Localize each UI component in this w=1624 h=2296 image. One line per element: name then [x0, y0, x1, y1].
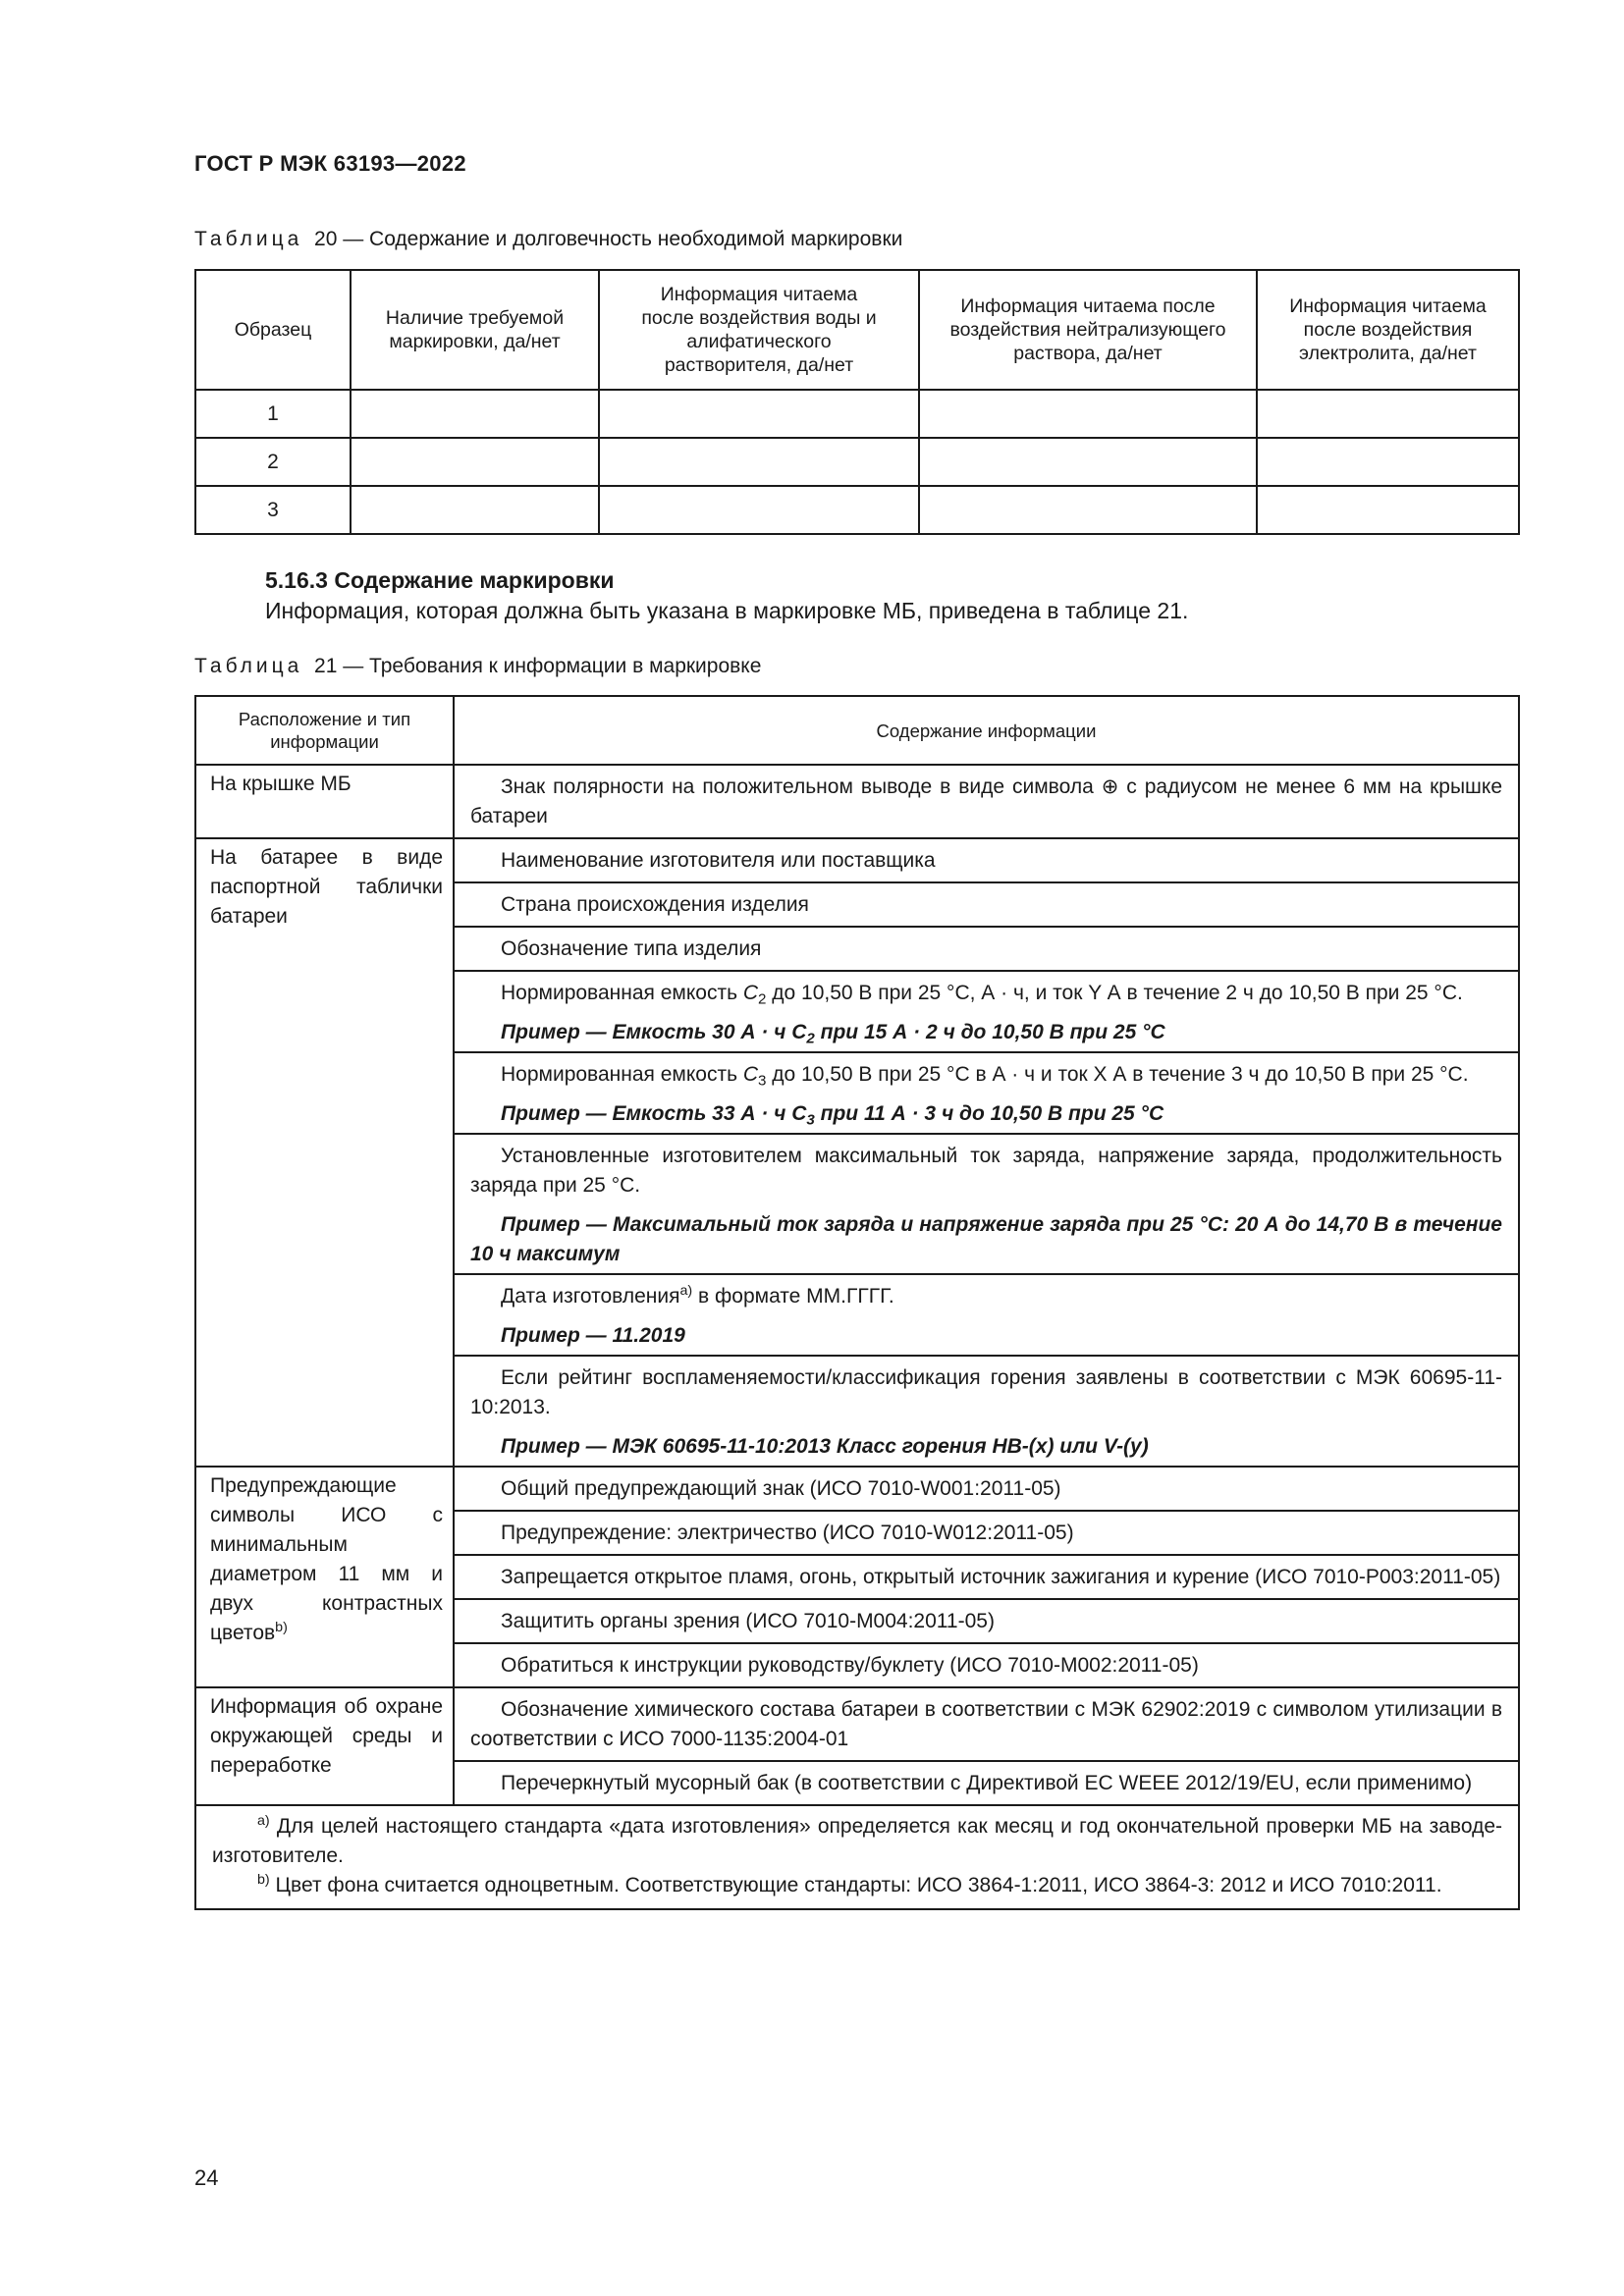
content-cell — [454, 971, 1519, 1014]
content-cell — [454, 882, 1519, 927]
footnote-text: Цвет фона считается одноцветным. Соответствующие стандарты: ИСО 3864-1:2011, ИСО 3864-3: 2012 и ИСО 7010:2011. — [269, 1874, 1442, 1896]
example-text: при 11 А · 3 ч до 10,50 В при 25 °С — [814, 1102, 1164, 1125]
table-row — [195, 486, 1519, 534]
content-cell — [454, 1356, 1519, 1428]
footnotes-row — [195, 1805, 1519, 1909]
content-cell — [454, 1761, 1519, 1805]
location-warning-symbols — [195, 1467, 454, 1687]
content-text: Наименование изготовителя или поставщика — [501, 849, 936, 872]
table-21 — [194, 695, 1520, 1910]
caption-text: 21 — Требования к информации в маркировке — [314, 655, 762, 677]
example-text: Пример — 11.2019 — [501, 1324, 685, 1347]
content-text: Знак полярности на положительном выводе в виде символа ⊕ с радиусом не менее 6 мм на крышке батареи — [470, 775, 1502, 828]
subscript: 3 — [806, 1111, 815, 1129]
table-header-row — [195, 270, 1519, 390]
footnote-mark: b) — [257, 1872, 270, 1889]
table-cell — [599, 438, 919, 486]
content-cell — [454, 1274, 1519, 1317]
sample-number: 2 — [195, 438, 351, 486]
content-text: в формате ММ.ГГГГ. — [692, 1285, 894, 1308]
content-text: Дата изготовления — [501, 1285, 680, 1308]
content-cell — [454, 765, 1519, 838]
table-cell — [1257, 438, 1519, 486]
example-cell — [454, 1206, 1519, 1274]
content-cell — [454, 1599, 1519, 1643]
example-cell — [454, 1428, 1519, 1467]
content-text: Нормированная емкость — [501, 982, 743, 1004]
content-cell — [454, 838, 1519, 882]
subscript: 2 — [806, 1030, 815, 1047]
table-20-caption — [194, 228, 902, 251]
content-text: Предупреждение: электричество (ИСО 7010-W012:2011-05) — [501, 1522, 1074, 1544]
table-cell — [599, 486, 919, 534]
content-text: до 10,50 В при 25 °С в А · ч и ток Х А в течение 3 ч до 10,50 В при 25 °С. — [766, 1063, 1469, 1086]
table-row — [195, 390, 1519, 438]
content-text: Общий предупреждающий знак (ИСО 7010-W001:2011-05) — [501, 1477, 1061, 1500]
content-text: Перечеркнутый мусорный бак (в соответствии с Директивой ЕС WEEE 2012/19/EU, если применимо) — [501, 1772, 1473, 1794]
content-text: Обратиться к инструкции руководству/буклету (ИСО 7010-М002:2011-05) — [501, 1654, 1199, 1677]
section-title: 5.16.3 Содержание маркировки — [265, 567, 615, 593]
symbol: C — [742, 982, 759, 1004]
content-cell — [454, 1687, 1519, 1761]
caption-label: Таблица — [194, 228, 303, 250]
column-header-marking-present: Наличие требуемой маркировки, да/нет — [351, 270, 599, 390]
example-cell — [454, 1095, 1519, 1134]
content-cell — [454, 1134, 1519, 1206]
content-cell — [454, 927, 1519, 971]
location-nameplate: На батарее в виде паспортной таблички батареи — [195, 838, 454, 1467]
footnote-b — [212, 1871, 1502, 1900]
symbol: C — [742, 1063, 759, 1086]
subscript: 2 — [758, 990, 767, 1008]
section-text: Информация, которая должна быть указана в маркировке МБ, приведена в таблице 21. — [265, 598, 1189, 623]
table-20 — [194, 269, 1520, 535]
content-cell — [454, 1555, 1519, 1599]
footnote-mark: a) — [257, 1813, 270, 1830]
content-text: Если рейтинг воспламеняемости/классификация горения заявлены в соответствии с МЭК 60695-11-10:2013. — [470, 1366, 1502, 1418]
table-cell — [1257, 390, 1519, 438]
footnote-a — [212, 1812, 1502, 1871]
content-cell — [454, 1467, 1519, 1511]
content-text: Нормированная емкость — [501, 1063, 743, 1086]
column-header-content: Содержание информации — [454, 696, 1519, 765]
footnote-text: Для целей настоящего стандарта «дата изготовления» определяется как месяц и год окончательной проверки МБ на заводе-изготовителе. — [212, 1815, 1502, 1867]
footnote-ref: a) — [679, 1283, 693, 1300]
table-cell — [599, 390, 919, 438]
column-header-location: Расположение и тип информации — [195, 696, 454, 765]
table-21-caption — [194, 655, 761, 678]
example-text: Пример — Максимальный ток заряда и напряжение заряда при 25 °С: 20 А до 14,70 В в течение 10 ч максимум — [470, 1213, 1502, 1265]
column-header-sample: Образец — [195, 270, 351, 390]
table-cell — [919, 486, 1257, 534]
example-text: при 15 А · 2 ч до 10,50 В при 25 °С — [814, 1021, 1165, 1043]
content-text: Защитить органы зрения (ИСО 7010-М004:2011-05) — [501, 1610, 995, 1632]
content-text: до 10,50 В при 25 °С, А · ч, и ток Y А в течение 2 ч до 10,50 В при 25 °С. — [766, 982, 1463, 1004]
location-cover: На крышке МБ — [195, 765, 454, 838]
footnote-ref: b) — [275, 1620, 288, 1636]
caption-text: 20 — Содержание и долговечность необходимой маркировки — [314, 228, 903, 250]
example-text: Пример — МЭК 60695-11-10:2013 Класс горения НВ-(x) или V-(y) — [501, 1435, 1149, 1458]
caption-label: Таблица — [194, 655, 303, 677]
location-text: Предупреждающие символы ИСО с минимальным диаметром 11 мм и двух контрастных цветов — [210, 1474, 443, 1644]
sample-number: 3 — [195, 486, 351, 534]
page-number: 24 — [194, 2165, 219, 2190]
column-header-electrolyte: Информация читаема после воздействия электролита, да/нет — [1257, 270, 1519, 390]
content-cell — [454, 1511, 1519, 1555]
column-header-water-solvent: Информация читаема после воздействия воды и алифатического растворителя, да/нет — [599, 270, 919, 390]
content-text: Установленные изготовителем максимальный ток заряда, напряжение заряда, продолжительность заряда при 25 °С. — [470, 1145, 1502, 1197]
example-cell — [454, 1014, 1519, 1052]
table-cell — [351, 486, 599, 534]
table-header-row — [195, 696, 1519, 765]
table-row — [195, 438, 1519, 486]
table-row — [195, 838, 1519, 882]
table-cell — [351, 438, 599, 486]
example-text: Пример — Емкость 30 А · ч С — [501, 1021, 807, 1043]
content-text: Обозначение типа изделия — [501, 937, 762, 960]
table-cell — [919, 438, 1257, 486]
location-environment: Информация об охране окружающей среды и переработке — [195, 1687, 454, 1805]
table-row — [195, 1467, 1519, 1511]
table-cell — [351, 390, 599, 438]
sample-number: 1 — [195, 390, 351, 438]
content-cell — [454, 1643, 1519, 1687]
document-header: ГОСТ Р МЭК 63193—2022 — [194, 151, 466, 176]
content-cell — [454, 1052, 1519, 1095]
table-cell — [1257, 486, 1519, 534]
content-text: Обозначение химического состава батареи в соответствии с МЭК 62902:2019 с символом утилизации в соответствии с ИСО 7000-1135:2004-01 — [470, 1698, 1502, 1750]
content-text: Запрещается открытое пламя, огонь, открытый источник зажигания и курение (ИСО 7010-Р003:2011-05) — [501, 1566, 1501, 1588]
example-cell — [454, 1317, 1519, 1356]
column-header-neutralizing: Информация читаема после воздействия нейтрализующего раствора, да/нет — [919, 270, 1257, 390]
table-cell — [919, 390, 1257, 438]
subscript: 3 — [758, 1072, 767, 1090]
content-text: Страна происхождения изделия — [501, 893, 809, 916]
table-row — [195, 1687, 1519, 1761]
table-row — [195, 765, 1519, 838]
footnotes-cell — [195, 1805, 1519, 1909]
example-text: Пример — Емкость 33 А · ч С — [501, 1102, 807, 1125]
